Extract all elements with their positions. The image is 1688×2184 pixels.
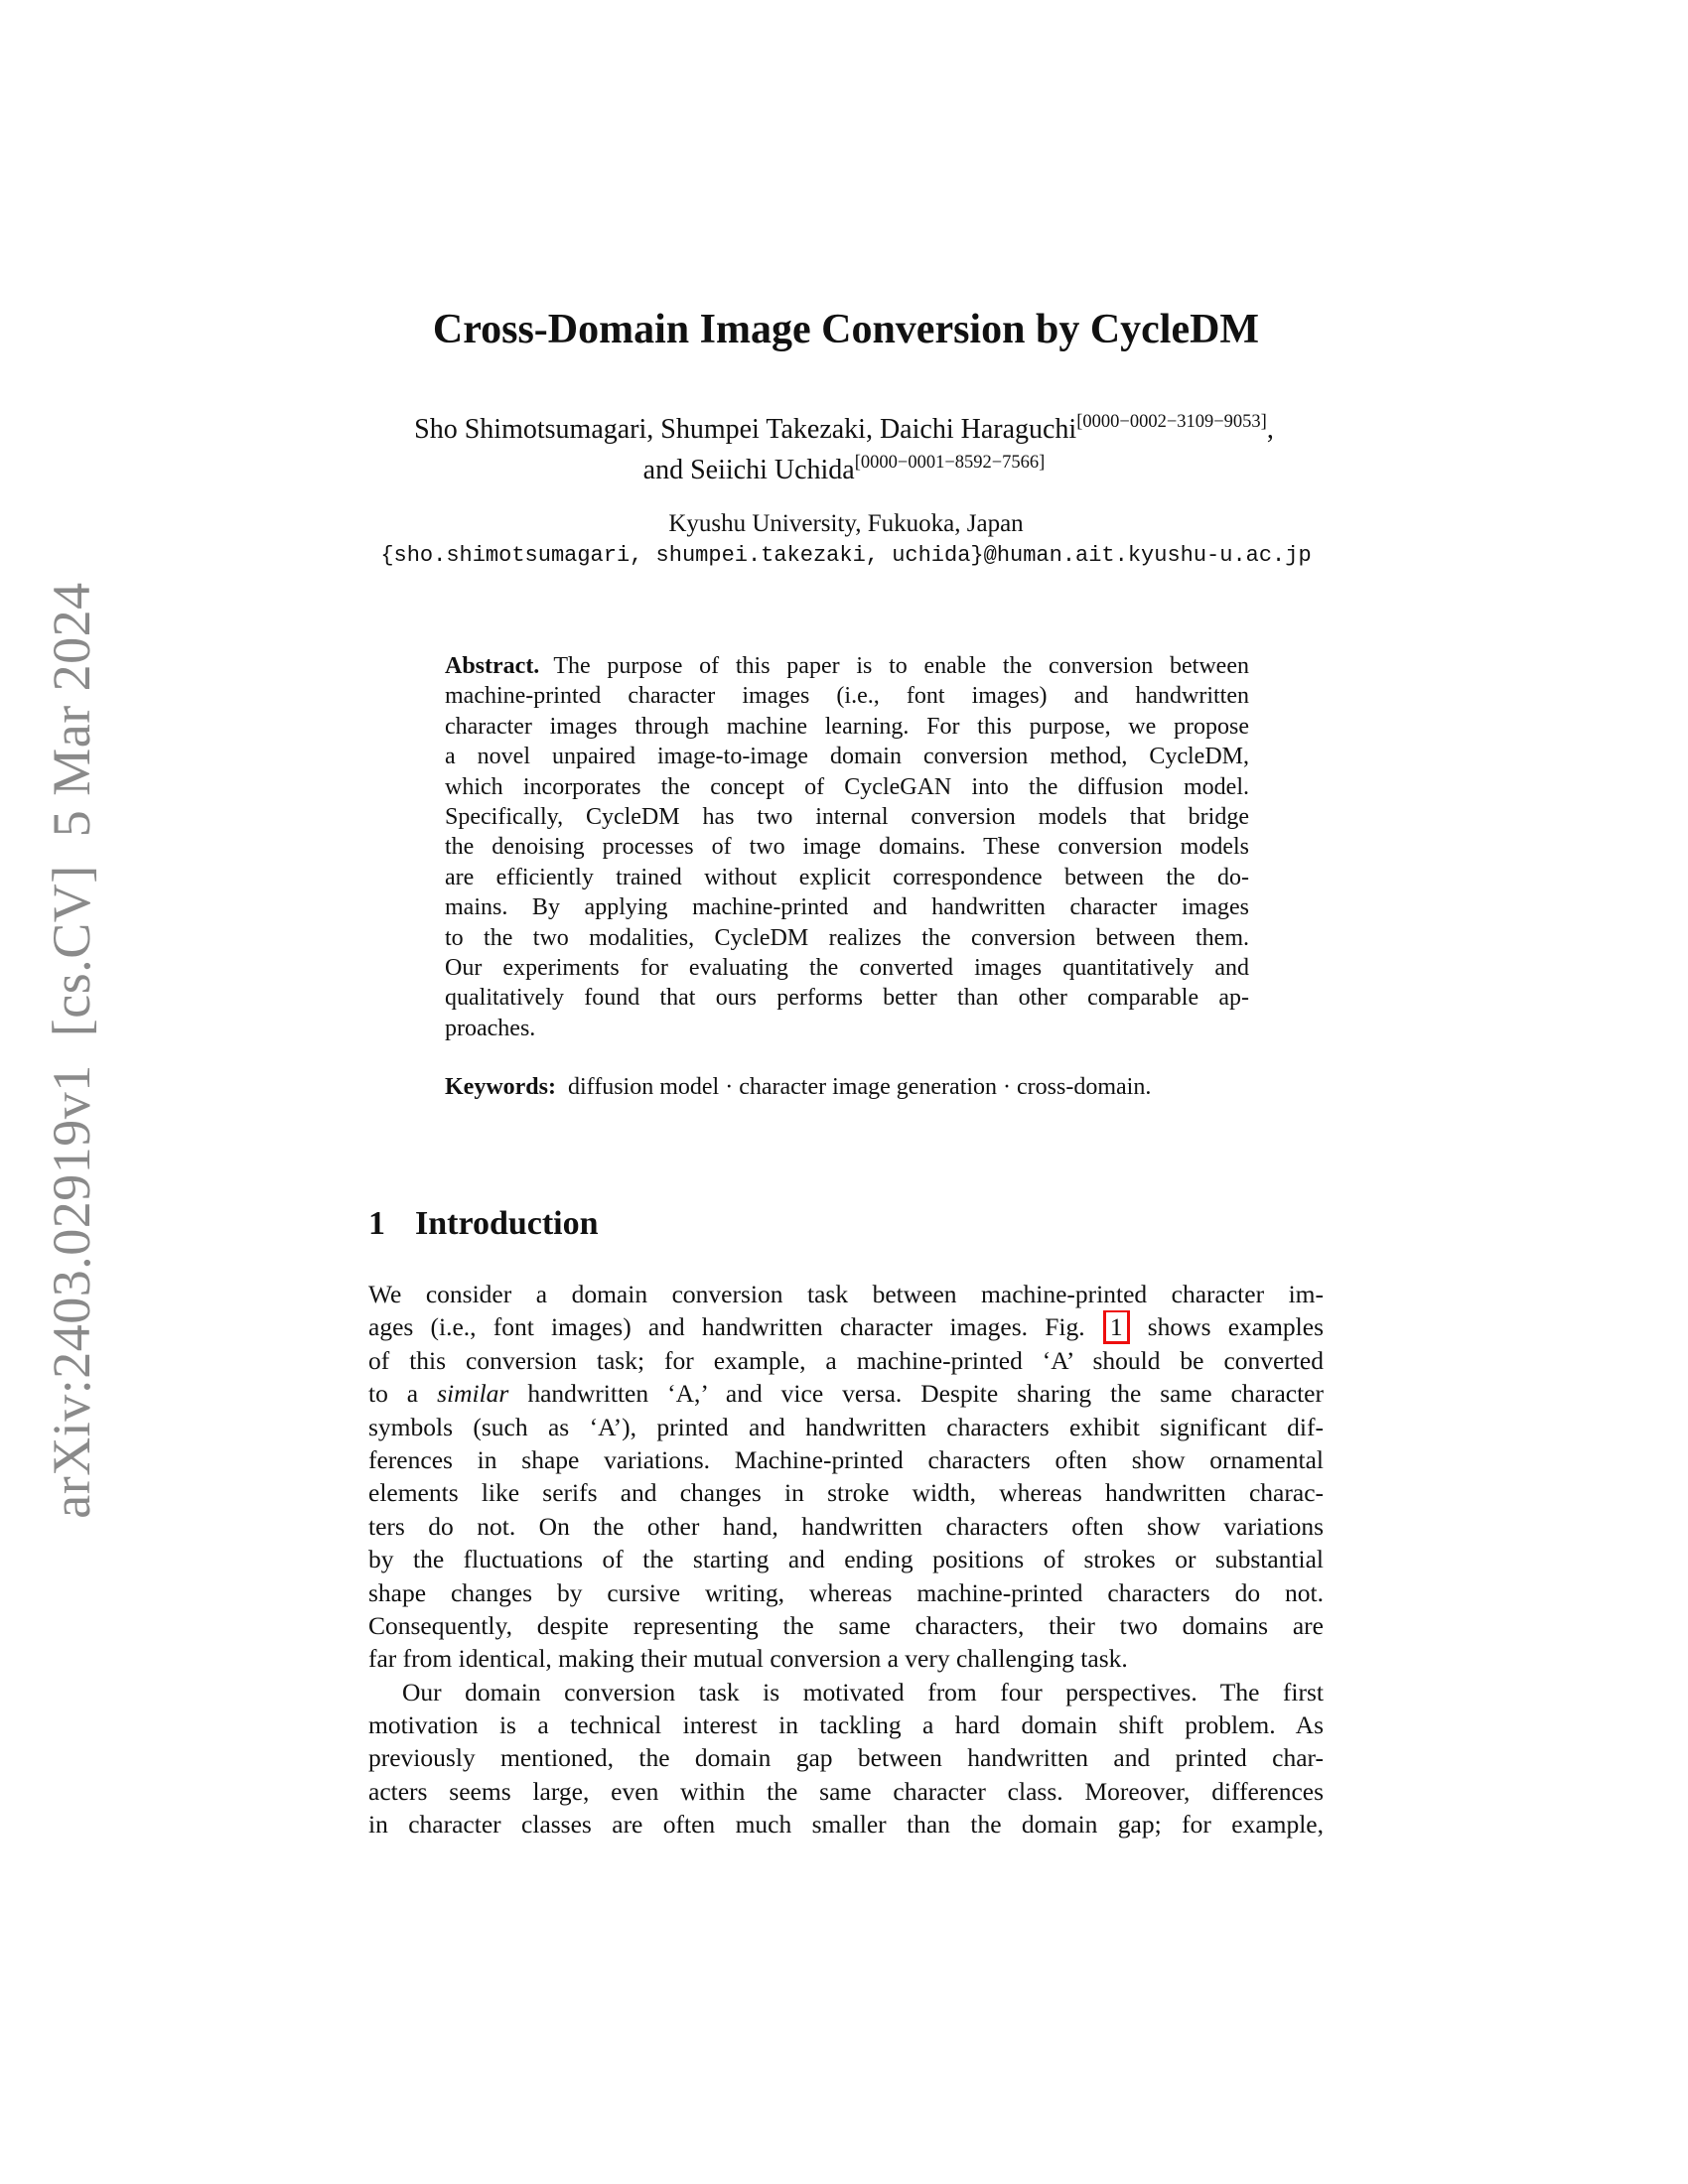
abstract-block: [445, 651, 1249, 1043]
body-line: of this conversion task; for example, a machine-printed ‘A’ should be converted: [368, 1345, 1324, 1375]
abstract-line: the denoising processes of two image domains. These conversion models: [445, 834, 1249, 861]
abstract-line: machine-printed character images (i.e., font images) and handwritten: [445, 683, 1249, 710]
abstract-line: Specifically, CycleDM has two internal conversion models that bridge: [445, 803, 1249, 830]
body-line: We consider a domain conversion task between machine-printed character im-: [368, 1280, 1324, 1308]
email-line: {sho.shimotsumagari, shumpei.takezaki, uchida}@human.ait.kyushu-u.ac.jp: [380, 543, 1312, 568]
author-names: and Seiichi Uchida: [642, 455, 855, 485]
orcid-superscript: [0000−0001−8592−7566]: [854, 453, 1046, 473]
abstract-line: mains. By applying machine-printed and handwritten character images: [445, 894, 1249, 921]
abstract-line: are efficiently trained without explicit correspondence between the do-: [445, 864, 1249, 890]
body-line: to a similar handwritten ‘A,’ and vice versa. Despite sharing the same character: [368, 1379, 1324, 1409]
abstract-line: a novel unpaired image-to-image domain conversion method, CycleDM,: [445, 744, 1249, 770]
body-line: far from identical, making their mutual conversion a very challenging task.: [368, 1644, 1128, 1674]
abstract-line: which incorporates the concept of CycleGAN into the diffusion model.: [445, 773, 1249, 800]
arxiv-watermark: arXiv:2403.02919v1 [cs.CV] 5 Mar 2024: [42, 582, 101, 1519]
abstract-line: Our experiments for evaluating the converted images quantitatively and: [445, 954, 1249, 981]
body-line: previously mentioned, the domain gap between handwritten and printed char-: [368, 1743, 1324, 1773]
figure-1-reference-link[interactable]: 1: [1103, 1310, 1130, 1343]
abstract-line: Abstract. The purpose of this paper is to enable the conversion between: [445, 653, 1249, 679]
section-heading-introduction: [368, 1203, 1324, 1245]
paragraph-1: [368, 1278, 1324, 1676]
author-line-2: [328, 452, 1360, 492]
abstract-line: to the two modalities, CycleDM realizes the conversion between them.: [445, 924, 1249, 951]
body-line: elements like serifs and changes in stroke width, whereas handwritten charac-: [368, 1478, 1324, 1508]
affiliation: Kyushu University, Fukuoka, Japan: [668, 510, 1024, 537]
paper-title: Cross-Domain Image Conversion by CycleDM: [432, 307, 1260, 352]
abstract-line: qualitatively found that ours performs better than other comparable ap-: [445, 985, 1249, 1012]
body-line: Consequently, despite representing the same characters, their two domains are: [368, 1610, 1324, 1640]
keywords-line: [445, 1072, 1249, 1102]
author-block: [328, 411, 1360, 492]
body-line: by the fluctuations of the starting and ending positions of strokes or substantial: [368, 1545, 1324, 1574]
body-line: ferences in shape variations. Machine-printed characters often show ornamental: [368, 1444, 1324, 1474]
body-line: shape changes by cursive writing, whereas machine-printed characters do not.: [368, 1577, 1324, 1607]
body-line: motivation is a technical interest in tackling a hard domain shift problem. As: [368, 1710, 1324, 1740]
orcid-superscript: [0000−0002−3109−9053]: [1076, 412, 1267, 432]
body-line: ters do not. On the other hand, handwritten characters often show variations: [368, 1511, 1324, 1541]
abstract-line: character images through machine learning. For this purpose, we propose: [445, 713, 1249, 740]
section-number: 1: [368, 1205, 385, 1242]
abstract-label: Abstract.: [445, 653, 540, 679]
body-line: acters seems large, even within the same character class. Moreover, differences: [368, 1776, 1324, 1806]
paragraph-2: [368, 1676, 1324, 1842]
section-title: Introduction: [415, 1205, 599, 1242]
keywords-label: Keywords:: [445, 1074, 556, 1100]
body-line: ages (i.e., font images) and handwritten character images. Fig. 1 shows examples: [368, 1310, 1324, 1343]
body-line: symbols (such as ‘A’), printed and handwritten characters exhibit significant dif-: [368, 1412, 1324, 1441]
keywords-text: diffusion model · character image generation · cross-domain.: [567, 1074, 1152, 1100]
body-line: in character classes are often much smaller than the domain gap; for example,: [368, 1810, 1324, 1840]
author-names: Sho Shimotsumagari, Shumpei Takezaki, Daichi Haraguchi: [414, 414, 1077, 445]
introduction-text: [368, 1278, 1324, 1842]
author-line-1: [328, 411, 1360, 452]
author-line-comma: ,: [1266, 414, 1274, 445]
emphasis-text: similar: [437, 1379, 509, 1409]
abstract-line: proaches.: [445, 1015, 536, 1041]
body-line: Our domain conversion task is motivated from four perspectives. The first: [402, 1677, 1324, 1706]
